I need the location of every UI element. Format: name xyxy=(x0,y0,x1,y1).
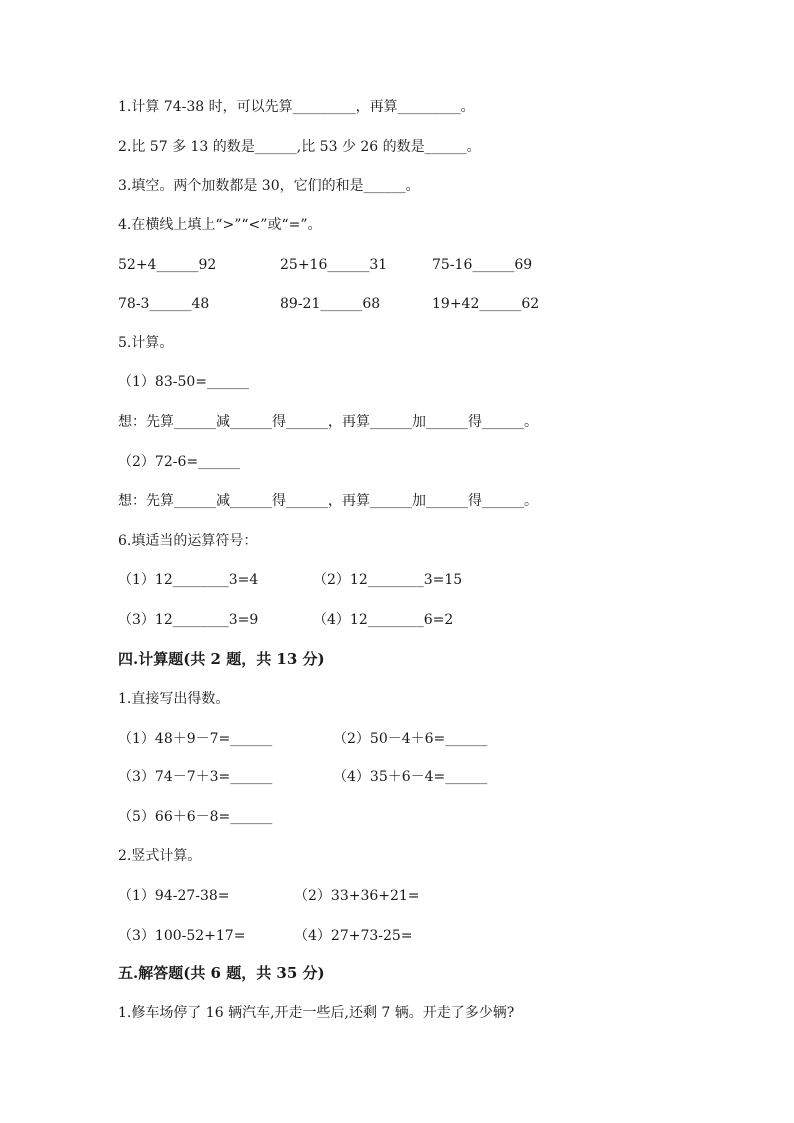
compare-item: 78-3______48 xyxy=(118,296,210,312)
section-5-title: 五.解答题(共 6 题，共 35 分) xyxy=(118,964,325,982)
think-line: 想：先算______减______得______，再算______加______得______。 xyxy=(118,414,538,430)
question-4-2: 2.竖式计算。 xyxy=(118,848,202,864)
question-3-1: 1.计算 74-38 时，可以先算_________，再算_________。 xyxy=(118,99,475,115)
operator-item: （1）12________3=4 xyxy=(118,572,259,588)
compare-item: 52+4______92 xyxy=(118,257,217,273)
calc-item: （2）50－4＋6=______ xyxy=(333,731,488,747)
think-line: 想：先算______减______得______，再算______加______得______。 xyxy=(118,493,538,509)
section-4-title: 四.计算题(共 2 题，共 13 分) xyxy=(118,650,325,668)
compare-item: 19+42______62 xyxy=(432,296,540,312)
calc-item: （5）66＋6－8=______ xyxy=(118,809,273,825)
calc-item: （1）48＋9－7=______ xyxy=(118,731,273,747)
calc-item: （2）72-6=______ xyxy=(118,454,241,470)
vertical-calc-item: （4）27+73-25= xyxy=(294,928,413,944)
operator-item: （4）12________6=2 xyxy=(313,612,454,628)
calc-item: （3）74－7＋3=______ xyxy=(118,769,273,785)
compare-item: 89-21______68 xyxy=(280,296,381,312)
question-3-2: 2.比 57 多 13 的数是______,比 53 少 26 的数是______。 xyxy=(118,139,481,155)
question-3-3: 3.填空。两个加数都是 30，它们的和是______。 xyxy=(118,178,420,194)
compare-item: 25+16______31 xyxy=(280,257,388,273)
question-3-4: 4.在横线上填上“>”“<”或“=”。 xyxy=(118,217,322,233)
operator-item: （3）12________3=9 xyxy=(118,612,259,628)
calc-item: （1）83-50=______ xyxy=(118,374,249,390)
calc-item: （4）35＋6－4=______ xyxy=(333,769,488,785)
compare-item: 75-16______69 xyxy=(432,257,533,273)
vertical-calc-item: （2）33+36+21= xyxy=(294,888,420,904)
question-3-5: 5.计算。 xyxy=(118,335,174,351)
question-4-1: 1.直接写出得数。 xyxy=(118,691,230,707)
operator-item: （2）12________3=15 xyxy=(313,572,463,588)
vertical-calc-item: （3）100-52+17= xyxy=(118,928,246,944)
vertical-calc-item: （1）94-27-38= xyxy=(118,888,230,904)
question-5-1: 1.修车场停了 16 辆汽车,开走一些后,还剩 7 辆。开走了多少辆? xyxy=(118,1005,515,1021)
question-3-6: 6.填适当的运算符号： xyxy=(118,533,258,549)
